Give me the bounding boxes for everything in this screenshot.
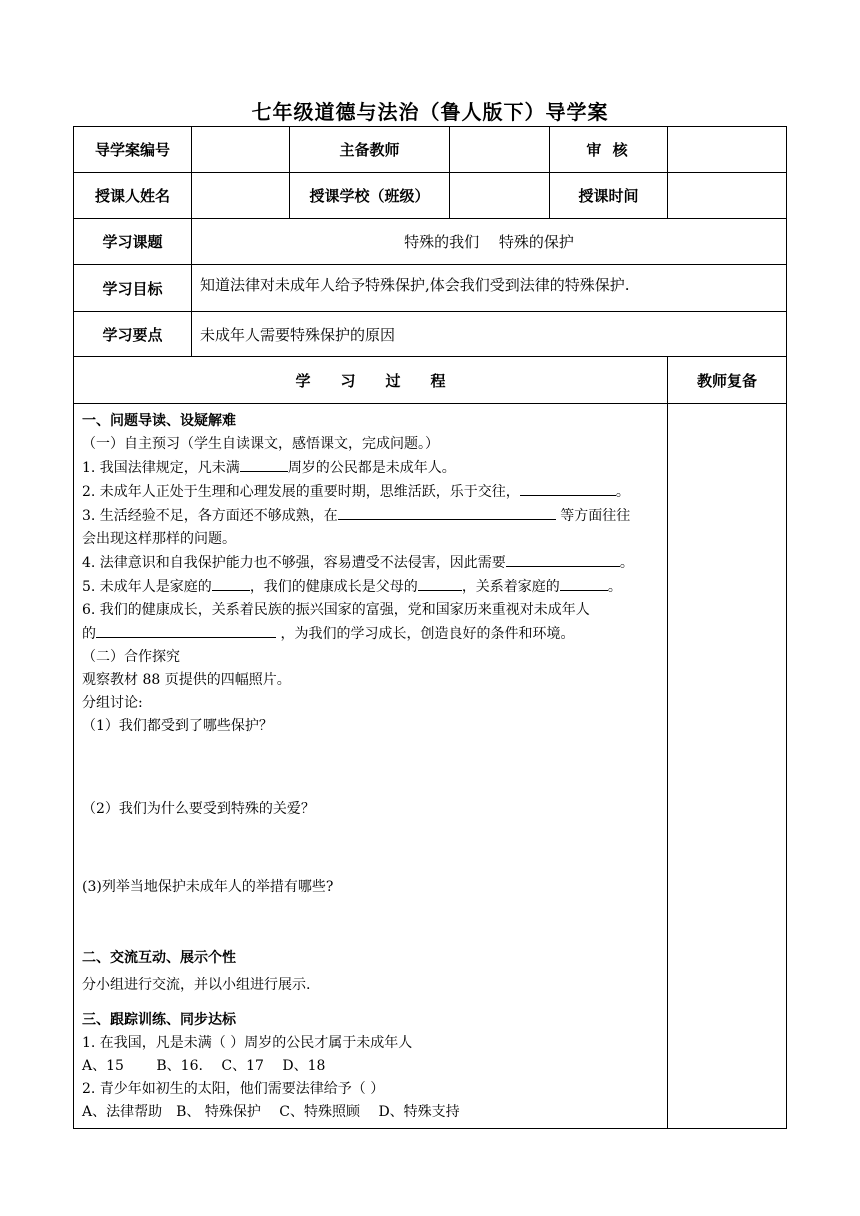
discussion-question-3: (3)列举当地保护未成年人的举措有哪些?: [82, 879, 334, 895]
discussion-question-2: （2）我们为什么要受到特殊的关爱？: [82, 801, 315, 817]
process-content-row: [74, 404, 787, 1129]
question-5: 5. 未成年人是家庭的 ，我们的健康成长是父母的 ，关系着家庭的 。: [82, 575, 663, 599]
exercise-question-1: 1. 在我国，凡是未满（ ）周岁的公民才属于未成年人: [82, 1035, 413, 1051]
review-value[interactable]: [668, 127, 787, 173]
goal-value: 知道法律对未成年人给予特殊保护,体会我们受到法律的特殊保护.: [192, 265, 787, 312]
answer-blank-5b[interactable]: [418, 575, 462, 591]
question-6: 6. 我们的健康成长，关系着民族的振兴国家的富强，党和国家历来重视对未成年人: [82, 602, 590, 618]
answer-blank-3[interactable]: [338, 504, 556, 520]
observe-text: 观察教材 88 页提供的四幅照片。: [82, 672, 291, 688]
teacher-prep-header: 教师复备: [668, 357, 787, 404]
topic-label: 学习课题: [74, 219, 192, 265]
answer-space-2[interactable]: [82, 821, 663, 876]
key-point-value: 未成年人需要特殊保护的原因: [192, 312, 787, 357]
topic-value: 特殊的我们 特殊的保护: [192, 219, 787, 265]
answer-blank-5c[interactable]: [560, 575, 608, 591]
answer-blank-1[interactable]: [240, 456, 288, 472]
discuss-label: 分组讨论:: [82, 695, 143, 711]
process-header-row: [74, 357, 787, 404]
time-value[interactable]: [668, 173, 787, 219]
process-header: 学 习 过 程: [74, 357, 668, 404]
key-point-row: [74, 312, 787, 357]
key-point-label: 学习要点: [74, 312, 192, 357]
goal-label: 学习目标: [74, 265, 192, 312]
time-label: 授课时间: [550, 173, 668, 219]
section1-heading: 一、问题导读、设疑解难: [82, 413, 236, 429]
main-teacher-value[interactable]: [450, 127, 550, 173]
cooperation-subheading: （二）合作探究: [82, 649, 180, 665]
school-label: 授课学校（班级）: [290, 173, 450, 219]
lecturer-label: 授课人姓名: [74, 173, 192, 219]
header-row-1: [74, 127, 787, 173]
answer-space-1[interactable]: [82, 738, 663, 798]
section3-heading: 三、跟踪训练、同步达标: [82, 1012, 236, 1028]
lecturer-value[interactable]: [192, 173, 290, 219]
discussion-question-1: （1）我们都受到了哪些保护？: [82, 718, 273, 734]
teacher-prep-area[interactable]: [668, 404, 787, 1129]
goal-row: [74, 265, 787, 312]
school-value[interactable]: [450, 173, 550, 219]
study-guide-table: [73, 126, 787, 1129]
answer-blank-6[interactable]: [96, 622, 276, 638]
topic-row: [74, 219, 787, 265]
question-4: 4. 法律意识和自我保护能力也不够强，容易遭受不法侵害，因此需要 。: [82, 551, 663, 575]
question-3: 3. 生活经验不足，各方面还不够成熟，在 等方面往往: [82, 504, 663, 528]
answer-blank-4[interactable]: [506, 551, 620, 567]
answer-blank-5a[interactable]: [212, 575, 250, 591]
section2-text: 分小组进行交流，并以小组进行展示.: [82, 977, 311, 993]
question-3-continued: 会出现这样那样的问题。: [82, 531, 236, 547]
answer-space-3[interactable]: [82, 899, 663, 947]
question-2: 2. 未成年人正处于生理和心理发展的重要时期，思维活跃，乐于交往， 。: [82, 480, 663, 504]
answer-blank-2[interactable]: [520, 480, 616, 496]
header-row-2: [74, 173, 787, 219]
preview-subheading: （一）自主预习（学生自读课文，感悟课文，完成问题。）: [82, 436, 439, 452]
section2-heading: 二、交流互动、展示个性: [82, 950, 236, 966]
question-1: 1. 我国法律规定，凡未满 周岁的公民都是未成年人。: [82, 456, 663, 480]
question-6-continued: 的 ，为我们的学习成长，创造良好的条件和环境。: [82, 622, 663, 646]
exercise-options-2: A、法律帮助 B、 特殊保护 C、特殊照顾 D、特殊支持: [82, 1104, 460, 1120]
exercise-question-2: 2. 青少年如初生的太阳，他们需要法律给予（ ）: [82, 1081, 385, 1097]
exercise-options-1: A、15 B、16. C、17 D、18: [82, 1058, 326, 1074]
case-number-label: 导学案编号: [74, 127, 192, 173]
case-number-value[interactable]: [192, 127, 290, 173]
process-content: [74, 404, 668, 1129]
page-title: 七年级道德与法治（鲁人版下）导学案: [251, 100, 609, 124]
review-label: 审 核: [550, 127, 668, 173]
main-teacher-label: 主备教师: [290, 127, 450, 173]
